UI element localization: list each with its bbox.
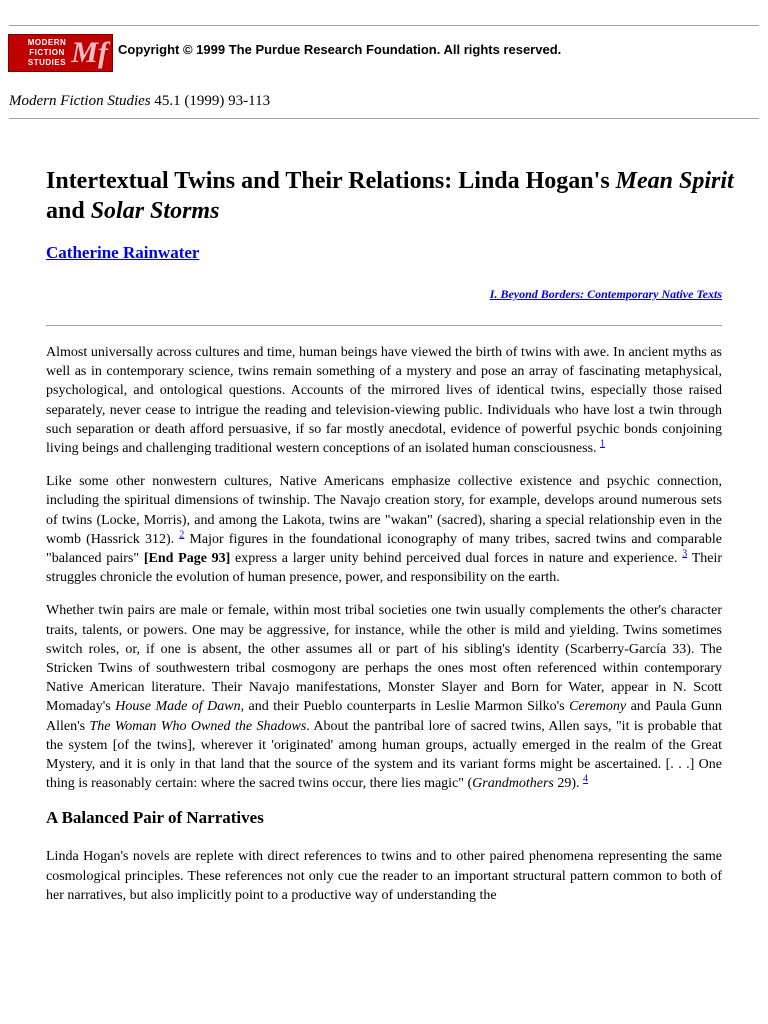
title-text: and — [46, 198, 91, 224]
footnote-link-2[interactable]: 2 — [179, 529, 185, 541]
paragraph: Almost universally across cultures and time, human beings have viewed the birth of twins with awe. In ancient myths as well as in contemporary science, twins remain something of a mystery and pose an array of fascinating metaphysical, psychological, and ontological questions. Accounts of the mirrored lives of identical twins, especially those raised separately, never cease to intrigue the reading and television-viewing public. Individuals who have lost a twin through such separation or death afford persuasive, if so far mostly anecdotal, evidence of powerful psychic bonds conjoining living beings and challenging traditional western conceptions of an isolated human consciousness. $^1$ — [46, 345, 722, 457]
paragraph: Whether twin pairs are male or female, within most tribal societies one twin usually complements the other's character traits, talents, or powers. One may be aggressive, for instance, while the other is mild and yielding. Twins sometimes switch roles, or, if one is absent, the other assumes all or part of his sibling's identity (Scarberry-García 33). The Stricken Twins of southwestern tribal cosmogony are perhaps the ones most often referenced within contemporary Native American literature. Their Navajo manifestations, Monster Slayer and Born for Water, appear in N. Scott Momaday's House Made of Dawn, and their Pueblo counterparts in Leslie Marmon Silko's Ceremony and Paula Gunn Allen's The Woman Who Owned the Shadows. About the pantribal lore of sacred twins, Allen says, "it is probable that the system [of the twins], wherever it 'originated' among human groups, actually emerged in the realm of the Great Mystery, and it is only in that land that the source of the system and its variant forms might be ascertained. [. . .] One thing is reasonably certain: where the sacred twins occur, there lies magic" (Grandmothers 29). $^4$ — [46, 603, 723, 792]
copyright-notice: Copyright © 1999 The Purdue Research Foundation. All rights reserved. — [118, 42, 562, 57]
logo-line: STUDIES — [27, 58, 67, 67]
logo-line: FICTION — [29, 48, 65, 57]
logo-line: MODERN — [27, 38, 67, 47]
logo-monogram: Mf — [71, 36, 108, 69]
title-italic-solar-storms: Solar Storms — [90, 198, 220, 224]
article-body — [46, 343, 722, 905]
footnote-link-1[interactable]: 1 — [600, 438, 606, 450]
journal-name: Modern Fiction Studies — [9, 93, 151, 109]
author-link[interactable]: Catherine Rainwater — [46, 243, 200, 262]
journal-citation — [9, 92, 270, 110]
section-heading: A Balanced Pair of Narratives — [46, 808, 264, 828]
title-italic-mean-spirit: Mean Spirit — [615, 168, 734, 194]
footnote-link-4[interactable]: 4 — [583, 773, 589, 785]
section-link[interactable]: I. Beyond Borders: Contemporary Native Texts — [489, 287, 722, 301]
paragraph: Linda Hogan's novels are replete with direct references to twins and to other paired phenomena representing the same cosmological principles. These references not only cue the reader to an important structural pattern common to both of her narratives, but also implicitly point to a productive way of understanding the — [46, 849, 722, 903]
citation-divider — [9, 118, 759, 119]
article-title — [46, 166, 736, 226]
book-title: House Made of Dawn — [115, 699, 241, 715]
modern-fiction-studies-logo[interactable] — [8, 34, 113, 72]
top-divider — [9, 25, 759, 26]
book-title: Ceremony — [569, 699, 627, 715]
paragraph: Like some other nonwestern cultures, Native Americans emphasize collective existence and psychic connection, including the spiritual dimensions of twinship. The Navajo creation story, for example, develops around numerous sets of twins (Locke, Morris), and among the Lakota, twins are "wakan" (sacred), sharing a special relationship even in the womb (Hassrick 312). $^2$ Major figures in the foundational iconography of many tribes, sacred twins and comparable "balanced pairs" [End Page 93] express a larger unity behind perceived dual forces in nature and experience. $^3$ Their struggles chronicle the evolution of human presence, power, and responsibility on the earth. — [46, 474, 723, 586]
article-divider — [46, 325, 722, 326]
end-page-marker: [End Page 93] — [143, 551, 231, 567]
footnote-link-3[interactable]: 3 — [682, 548, 688, 560]
title-text: Intertextual Twins and Their Relations: Linda Hogan's — [46, 168, 616, 194]
book-title: Grandmothers — [472, 776, 554, 792]
issue-details: 45.1 (1999) 93-113 — [150, 93, 271, 109]
book-title: The Woman Who Owned the Shadows — [89, 718, 307, 734]
